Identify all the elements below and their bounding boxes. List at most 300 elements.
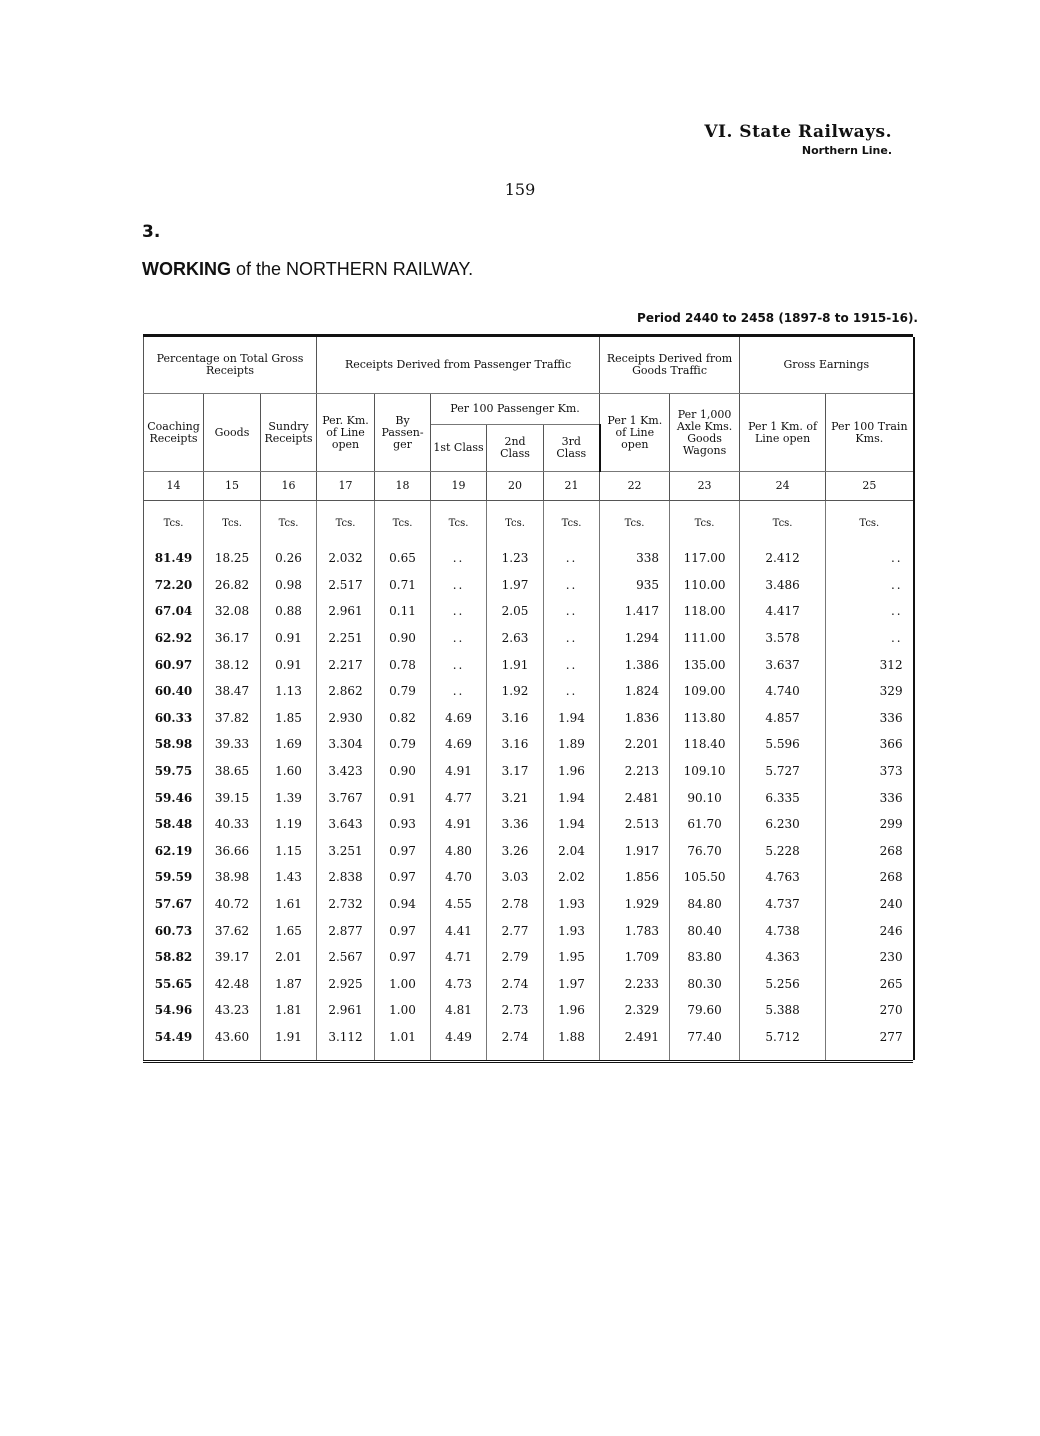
unit-label: Tcs. — [204, 501, 261, 546]
table-cell: 60.33 — [144, 705, 204, 732]
table-cell: 4.80 — [431, 838, 487, 865]
table-cell: 5.388 — [740, 997, 826, 1024]
table-cell: 4.417 — [740, 598, 826, 625]
table-cell: 109.00 — [670, 678, 740, 705]
table-cell: 4.738 — [740, 917, 826, 944]
table-cell: .. — [431, 625, 487, 652]
table-cell: 4.69 — [431, 731, 487, 758]
table-cell: 0.98 — [261, 572, 317, 599]
table-cell: 59.46 — [144, 784, 204, 811]
table-cell: 1.43 — [261, 864, 317, 891]
table-cell: 2.961 — [317, 997, 375, 1024]
table-row — [144, 545, 914, 572]
table-cell: 4.70 — [431, 864, 487, 891]
table-cell: 1.39 — [261, 784, 317, 811]
table-cell: 1.69 — [261, 731, 317, 758]
table-cell: 6.230 — [740, 811, 826, 838]
table-cell: 43.60 — [204, 1024, 261, 1051]
table-cell: 83.80 — [670, 944, 740, 971]
table-cell: .. — [544, 545, 600, 572]
header-gross-per-100-train: Per 100 Train Kms. — [826, 394, 914, 472]
table-cell: 0.78 — [375, 651, 431, 678]
spacer-cell — [144, 1050, 204, 1060]
table-cell: 1.417 — [600, 598, 670, 625]
table-cell: 0.71 — [375, 572, 431, 599]
data-table — [143, 337, 915, 1060]
section-number: 3. — [142, 222, 161, 242]
table-cell: 77.40 — [670, 1024, 740, 1051]
table-cell: 4.91 — [431, 758, 487, 785]
table-cell: 2.63 — [487, 625, 544, 652]
table-cell: 5.256 — [740, 971, 826, 998]
table-cell: 80.40 — [670, 917, 740, 944]
table-cell: 1.00 — [375, 997, 431, 1024]
table-cell: .. — [544, 598, 600, 625]
column-number-row — [144, 472, 914, 501]
table-cell: 0.91 — [261, 625, 317, 652]
table-cell: 0.97 — [375, 917, 431, 944]
table-cell: 62.19 — [144, 838, 204, 865]
header-3rd-class: 3rd Class — [544, 425, 600, 472]
column-number: 23 — [670, 472, 740, 501]
period-label: Period 2440 to 2458 (1897-8 to 1915-16). — [637, 311, 918, 325]
table-cell: 336 — [826, 705, 914, 732]
running-head-title: VI. State Railways. — [704, 122, 892, 142]
table-cell: 26.82 — [204, 572, 261, 599]
table-cell: 1.81 — [261, 997, 317, 1024]
table-cell: 36.66 — [204, 838, 261, 865]
table-cell: 312 — [826, 651, 914, 678]
table-cell: 0.79 — [375, 678, 431, 705]
table-body — [144, 501, 914, 1061]
table-cell: 54.96 — [144, 997, 204, 1024]
table-cell: 1.97 — [487, 572, 544, 599]
table-cell: 277 — [826, 1024, 914, 1051]
table-cell: 4.91 — [431, 811, 487, 838]
header-2nd-class: 2nd Class — [487, 425, 544, 472]
unit-label: Tcs. — [670, 501, 740, 546]
table-row — [144, 891, 914, 918]
header-goods-group: Receipts Derived from Goods Traffic — [600, 337, 740, 394]
table-cell: .. — [826, 625, 914, 652]
table-cell: 1.783 — [600, 917, 670, 944]
table-cell: 2.329 — [600, 997, 670, 1024]
table-cell: 4.81 — [431, 997, 487, 1024]
table-cell: 1.88 — [544, 1024, 600, 1051]
table-cell: 2.217 — [317, 651, 375, 678]
table-cell: 2.481 — [600, 784, 670, 811]
table-cell: 3.578 — [740, 625, 826, 652]
header-coaching-receipts: Coaching Receipts — [144, 394, 204, 472]
table-cell: 3.251 — [317, 838, 375, 865]
table-row — [144, 625, 914, 652]
column-number: 19 — [431, 472, 487, 501]
table-cell: 0.94 — [375, 891, 431, 918]
table-cell: 42.48 — [204, 971, 261, 998]
table-cell: 1.23 — [487, 545, 544, 572]
table-cell: 1.91 — [261, 1024, 317, 1051]
unit-label: Tcs. — [600, 501, 670, 546]
table-cell: 1.60 — [261, 758, 317, 785]
table-row — [144, 651, 914, 678]
table-cell: .. — [826, 572, 914, 599]
table-cell: 1.91 — [487, 651, 544, 678]
table-cell: 3.637 — [740, 651, 826, 678]
table-cell: 1.96 — [544, 758, 600, 785]
table-cell: 3.03 — [487, 864, 544, 891]
table-cell: .. — [544, 678, 600, 705]
unit-label: Tcs. — [431, 501, 487, 546]
table-cell: 67.04 — [144, 598, 204, 625]
table-cell: 268 — [826, 838, 914, 865]
table-cell: 58.98 — [144, 731, 204, 758]
table-cell: 2.517 — [317, 572, 375, 599]
table-cell: 37.82 — [204, 705, 261, 732]
table-cell: .. — [431, 598, 487, 625]
header-gross-per-km: Per 1 Km. of Line open — [740, 394, 826, 472]
table-cell: 4.49 — [431, 1024, 487, 1051]
table-row — [144, 758, 914, 785]
table-cell: 2.961 — [317, 598, 375, 625]
table-cell: 4.69 — [431, 705, 487, 732]
table-cell: 2.032 — [317, 545, 375, 572]
column-number: 21 — [544, 472, 600, 501]
table-cell: 79.60 — [670, 997, 740, 1024]
table-cell: 110.00 — [670, 572, 740, 599]
table-cell: 0.79 — [375, 731, 431, 758]
table-row — [144, 598, 914, 625]
table-cell: .. — [544, 625, 600, 652]
document-title — [142, 259, 473, 280]
spacer-cell — [487, 1050, 544, 1060]
table-cell: .. — [826, 545, 914, 572]
table-cell: 3.767 — [317, 784, 375, 811]
table-cell: 60.40 — [144, 678, 204, 705]
spacer-cell — [670, 1050, 740, 1060]
table-cell: 2.513 — [600, 811, 670, 838]
table-cell: 1.61 — [261, 891, 317, 918]
table-cell: 1.19 — [261, 811, 317, 838]
railway-working-table — [143, 334, 913, 1063]
table-cell: 1.94 — [544, 705, 600, 732]
table-bottom-spacer — [144, 1050, 914, 1060]
table-cell: 0.26 — [261, 545, 317, 572]
table-cell: 3.21 — [487, 784, 544, 811]
table-cell: 2.412 — [740, 545, 826, 572]
table-cell: 0.90 — [375, 758, 431, 785]
table-cell: 1.15 — [261, 838, 317, 865]
table-cell: 1.87 — [261, 971, 317, 998]
header-goods-per-km: Per 1 Km. of Line open — [600, 394, 670, 472]
table-cell: 76.70 — [670, 838, 740, 865]
spacer-cell — [740, 1050, 826, 1060]
table-row — [144, 811, 914, 838]
unit-label: Tcs. — [826, 501, 914, 546]
table-cell: 0.97 — [375, 944, 431, 971]
spacer-cell — [375, 1050, 431, 1060]
table-cell: 329 — [826, 678, 914, 705]
unit-label: Tcs. — [544, 501, 600, 546]
table-cell: 0.91 — [375, 784, 431, 811]
spacer-cell — [204, 1050, 261, 1060]
table-cell: 0.90 — [375, 625, 431, 652]
table-cell: 0.97 — [375, 864, 431, 891]
table-row — [144, 678, 914, 705]
table-cell: .. — [431, 572, 487, 599]
table-cell: 3.423 — [317, 758, 375, 785]
column-number: 18 — [375, 472, 431, 501]
header-per-km-line-open: Per. Km. of Line open — [317, 394, 375, 472]
table-cell: 5.712 — [740, 1024, 826, 1051]
table-cell: 2.01 — [261, 944, 317, 971]
column-number: 22 — [600, 472, 670, 501]
table-cell: 3.16 — [487, 731, 544, 758]
title-rest: of the NORTHERN RAILWAY. — [236, 259, 474, 279]
table-cell: 38.47 — [204, 678, 261, 705]
spacer-cell — [261, 1050, 317, 1060]
header-by-passenger: By Passen- ger — [375, 394, 431, 472]
table-cell: 270 — [826, 997, 914, 1024]
table-cell: 4.77 — [431, 784, 487, 811]
table-cell: 336 — [826, 784, 914, 811]
table-cell: 3.17 — [487, 758, 544, 785]
table-cell: 105.50 — [670, 864, 740, 891]
table-cell: 3.16 — [487, 705, 544, 732]
table-cell: 4.55 — [431, 891, 487, 918]
spacer-cell — [544, 1050, 600, 1060]
table-cell: 2.491 — [600, 1024, 670, 1051]
table-cell: 32.08 — [204, 598, 261, 625]
table-cell: 2.02 — [544, 864, 600, 891]
header-sundry-receipts: Sundry Receipts — [261, 394, 317, 472]
table-cell: 0.11 — [375, 598, 431, 625]
table-cell: 2.862 — [317, 678, 375, 705]
unit-label: Tcs. — [317, 501, 375, 546]
table-cell: 40.33 — [204, 811, 261, 838]
spacer-cell — [317, 1050, 375, 1060]
unit-label: Tcs. — [144, 501, 204, 546]
table-cell: .. — [544, 572, 600, 599]
table-cell: 4.363 — [740, 944, 826, 971]
table-cell: 2.74 — [487, 971, 544, 998]
table-cell: .. — [431, 651, 487, 678]
table-row — [144, 944, 914, 971]
table-cell: 1.709 — [600, 944, 670, 971]
table-cell: 43.23 — [204, 997, 261, 1024]
table-cell: 111.00 — [670, 625, 740, 652]
table-cell: 4.763 — [740, 864, 826, 891]
unit-label: Tcs. — [487, 501, 544, 546]
table-cell: 0.88 — [261, 598, 317, 625]
table-cell: 1.97 — [544, 971, 600, 998]
running-head — [704, 122, 892, 157]
spacer-cell — [431, 1050, 487, 1060]
table-cell: 366 — [826, 731, 914, 758]
table-cell: 2.74 — [487, 1024, 544, 1051]
table-cell: .. — [431, 545, 487, 572]
table-cell: 5.228 — [740, 838, 826, 865]
table-cell: 3.304 — [317, 731, 375, 758]
table-cell: 118.40 — [670, 731, 740, 758]
table-cell: 1.93 — [544, 891, 600, 918]
table-cell: 117.00 — [670, 545, 740, 572]
table-cell: 40.72 — [204, 891, 261, 918]
table-cell: 60.73 — [144, 917, 204, 944]
table-cell: 1.824 — [600, 678, 670, 705]
table-cell: 2.930 — [317, 705, 375, 732]
table-cell: 935 — [600, 572, 670, 599]
header-gross-group: Gross Earnings — [740, 337, 914, 394]
table-row — [144, 784, 914, 811]
table-cell: 5.596 — [740, 731, 826, 758]
column-number: 24 — [740, 472, 826, 501]
table-row — [144, 731, 914, 758]
table-cell: 240 — [826, 891, 914, 918]
table-cell: 1.386 — [600, 651, 670, 678]
table-cell: 373 — [826, 758, 914, 785]
column-number: 16 — [261, 472, 317, 501]
table-cell: .. — [431, 678, 487, 705]
table-cell: 3.36 — [487, 811, 544, 838]
table-cell: .. — [826, 598, 914, 625]
table-cell: 1.836 — [600, 705, 670, 732]
table-cell: 0.97 — [375, 838, 431, 865]
table-cell: 2.251 — [317, 625, 375, 652]
table-cell: 4.41 — [431, 917, 487, 944]
table-cell: 109.10 — [670, 758, 740, 785]
table-cell: 1.00 — [375, 971, 431, 998]
table-cell: 3.26 — [487, 838, 544, 865]
header-goods: Goods — [204, 394, 261, 472]
table-cell: 18.25 — [204, 545, 261, 572]
table-cell: 90.10 — [670, 784, 740, 811]
table-cell: 58.82 — [144, 944, 204, 971]
table-cell: 1.01 — [375, 1024, 431, 1051]
header-per-100-passenger-km: Per 100 Passenger Km. — [431, 394, 600, 425]
table-cell: 5.727 — [740, 758, 826, 785]
units-row — [144, 501, 914, 546]
table-cell: 4.740 — [740, 678, 826, 705]
table-cell: 36.17 — [204, 625, 261, 652]
table-cell: 39.17 — [204, 944, 261, 971]
table-row — [144, 838, 914, 865]
table-cell: 2.213 — [600, 758, 670, 785]
table-cell: 2.567 — [317, 944, 375, 971]
table-cell: .. — [544, 651, 600, 678]
column-number: 25 — [826, 472, 914, 501]
spacer-cell — [600, 1050, 670, 1060]
table-cell: 59.59 — [144, 864, 204, 891]
table-row — [144, 705, 914, 732]
running-head-subtitle: Northern Line. — [801, 144, 892, 157]
table-cell: 2.838 — [317, 864, 375, 891]
table-cell: 60.97 — [144, 651, 204, 678]
table-cell: 4.737 — [740, 891, 826, 918]
table-cell: 2.77 — [487, 917, 544, 944]
table-cell: 113.80 — [670, 705, 740, 732]
table-row — [144, 997, 914, 1024]
table-row — [144, 572, 914, 599]
table-cell: 2.05 — [487, 598, 544, 625]
table-cell: 3.486 — [740, 572, 826, 599]
title-word-working: WORKING — [142, 259, 231, 279]
table-cell: 39.33 — [204, 731, 261, 758]
unit-label: Tcs. — [261, 501, 317, 546]
column-number: 14 — [144, 472, 204, 501]
table-cell: 0.82 — [375, 705, 431, 732]
table-cell: 246 — [826, 917, 914, 944]
column-number: 17 — [317, 472, 375, 501]
table-cell: 0.91 — [261, 651, 317, 678]
table-cell: 2.877 — [317, 917, 375, 944]
table-cell: 84.80 — [670, 891, 740, 918]
table-cell: 57.67 — [144, 891, 204, 918]
table-cell: 230 — [826, 944, 914, 971]
table-cell: 55.65 — [144, 971, 204, 998]
table-cell: 1.94 — [544, 811, 600, 838]
spacer-cell — [826, 1050, 914, 1060]
table-row — [144, 971, 914, 998]
table-cell: 54.49 — [144, 1024, 204, 1051]
table-cell: 2.732 — [317, 891, 375, 918]
table-cell: 2.04 — [544, 838, 600, 865]
table-cell: 3.112 — [317, 1024, 375, 1051]
table-cell: 39.15 — [204, 784, 261, 811]
table-cell: 0.65 — [375, 545, 431, 572]
table-row — [144, 917, 914, 944]
table-cell: 38.65 — [204, 758, 261, 785]
table-cell: 62.92 — [144, 625, 204, 652]
header-percentage-group: Percentage on Total Gross Receipts — [144, 337, 317, 394]
table-cell: 1.89 — [544, 731, 600, 758]
table-cell: 6.335 — [740, 784, 826, 811]
table-cell: 1.96 — [544, 997, 600, 1024]
table-cell: 1.13 — [261, 678, 317, 705]
table-cell: 4.857 — [740, 705, 826, 732]
table-cell: 2.73 — [487, 997, 544, 1024]
table-cell: 135.00 — [670, 651, 740, 678]
column-number: 15 — [204, 472, 261, 501]
table-cell: 265 — [826, 971, 914, 998]
table-cell: 1.92 — [487, 678, 544, 705]
table-cell: 1.294 — [600, 625, 670, 652]
table-cell: 2.201 — [600, 731, 670, 758]
table-cell: 81.49 — [144, 545, 204, 572]
table-cell: 4.73 — [431, 971, 487, 998]
column-number: 20 — [487, 472, 544, 501]
table-cell: 1.929 — [600, 891, 670, 918]
table-cell: 72.20 — [144, 572, 204, 599]
header-1st-class: 1st Class — [431, 425, 487, 472]
table-cell: 59.75 — [144, 758, 204, 785]
table-cell: 2.79 — [487, 944, 544, 971]
table-cell: 2.78 — [487, 891, 544, 918]
table-cell: 3.643 — [317, 811, 375, 838]
table-cell: 299 — [826, 811, 914, 838]
table-cell: 1.917 — [600, 838, 670, 865]
table-cell: 268 — [826, 864, 914, 891]
table-cell: 118.00 — [670, 598, 740, 625]
page-number: 159 — [504, 180, 536, 199]
table-cell: 2.925 — [317, 971, 375, 998]
table-cell: 338 — [600, 545, 670, 572]
table-row — [144, 1024, 914, 1051]
table-cell: 58.48 — [144, 811, 204, 838]
table-cell: 1.93 — [544, 917, 600, 944]
unit-label: Tcs. — [740, 501, 826, 546]
table-cell: 1.95 — [544, 944, 600, 971]
table-cell: 0.93 — [375, 811, 431, 838]
